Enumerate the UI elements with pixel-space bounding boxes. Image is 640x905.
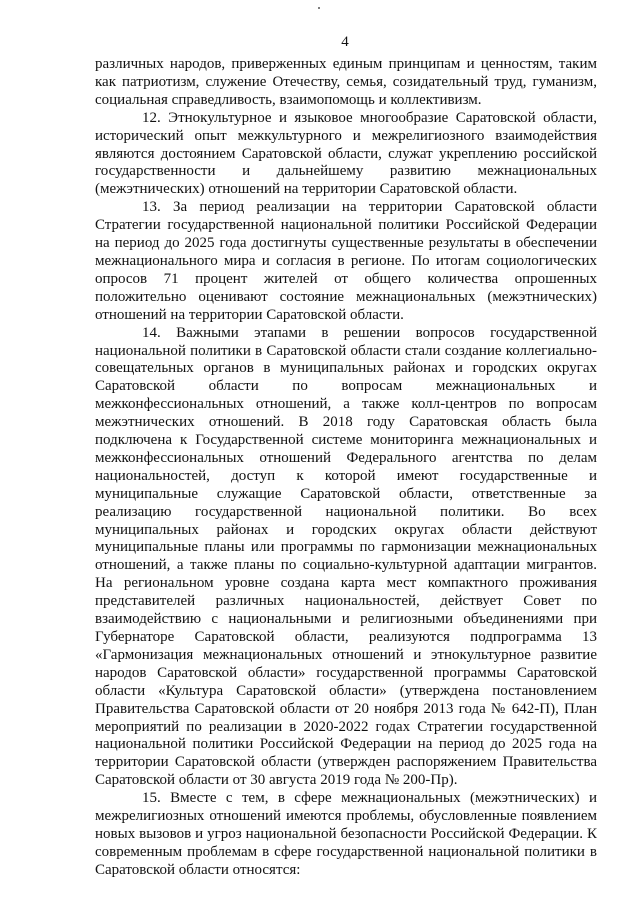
paragraph-12: 12. Этнокультурное и языковое многообразие Саратовской области, исторический опыт межкультурного и межрелигиозного взаимодействия являются достоянием Саратовской области, служат укреплению российской государственности и дальнейшему развитию межнациональных (межэтнических) отношений на территории Саратовской области.	[95, 109, 597, 198]
paragraph-continuation: различных народов, приверженных единым принципам и ценностям, таким как патриотизм, служение Отечеству, семья, созидательный труд, гуманизм, социальная справедливость, взаимопомощь и коллективизм.	[95, 56, 597, 108]
paragraph-14: 14. Важными этапами в решении вопросов государственной национальной политики в Саратовской области стали создание коллегиально-совещательных органов в муниципальных районах и городских округах Саратовской области по вопросам межнациональных и межконфессиональных отношений, а также колл-центров по вопросам межэтнических отношений. В 2018 году Саратовская область была подключена к Государственной системе мониторинга межнациональных и межконфессиональных отношений Федерального агентства по делам национальностей, доступ к которой имеют государственные и муниципальные служащие Саратовской области, ответственные за реализацию государственной национальной политики. Во всех муниципальных районах и городских округах области действуют муниципальные планы или программы по гармонизации межнациональных отношений, а также планы по социально-культурной адаптации мигрантов. На региональном уровне создана карта мест компактного проживания представителей различных национальностей, действует Совет по взаимодействию с национальными и религиозными объединениями при Губернаторе Саратовской области, реализуются подпрограмма 13 «Гармонизация межнациональных отношений и этнокультурное развитие народов Саратовской области» государственной программы Саратовской области «Культура Саратовской области» (утверждена постановлением Правительства Саратовской области от 20 ноября 2013 года № 642-П), План мероприятий по реализации в 2020-2022 годах Стратегии государственной национальной политики Российской Федерации на период до 2025 года на территории Саратовской области (утвержден распоряжением Правительства Саратовской области от 30 августа 2019 года № 200-Пр).	[95, 324, 597, 789]
scan-speck	[318, 7, 320, 9]
document-body	[95, 56, 597, 880]
paragraph-13: 13. За период реализации на территории Саратовской области Стратегии государственной национальной политики Российской Федерации на период до 2025 года достигнуты существенные результаты в обеспечении межнационального мира и согласия в регионе. По итогам социологических опросов 71 процент жителей от общего количества опрошенных положительно оценивают состояние межнациональных (межэтнических) отношений на территории Саратовской области.	[95, 199, 597, 323]
page-number: 4	[341, 34, 349, 50]
paragraph-15: 15. Вместе с тем, в сфере межнациональных (межэтнических) и межрелигиозных отношений имеются проблемы, обусловленные появлением новых вызовов и угроз национальной безопасности Российской Федерации. К современным проблемам в сфере государственной национальной политики в Саратовской области относятся:	[95, 790, 597, 878]
